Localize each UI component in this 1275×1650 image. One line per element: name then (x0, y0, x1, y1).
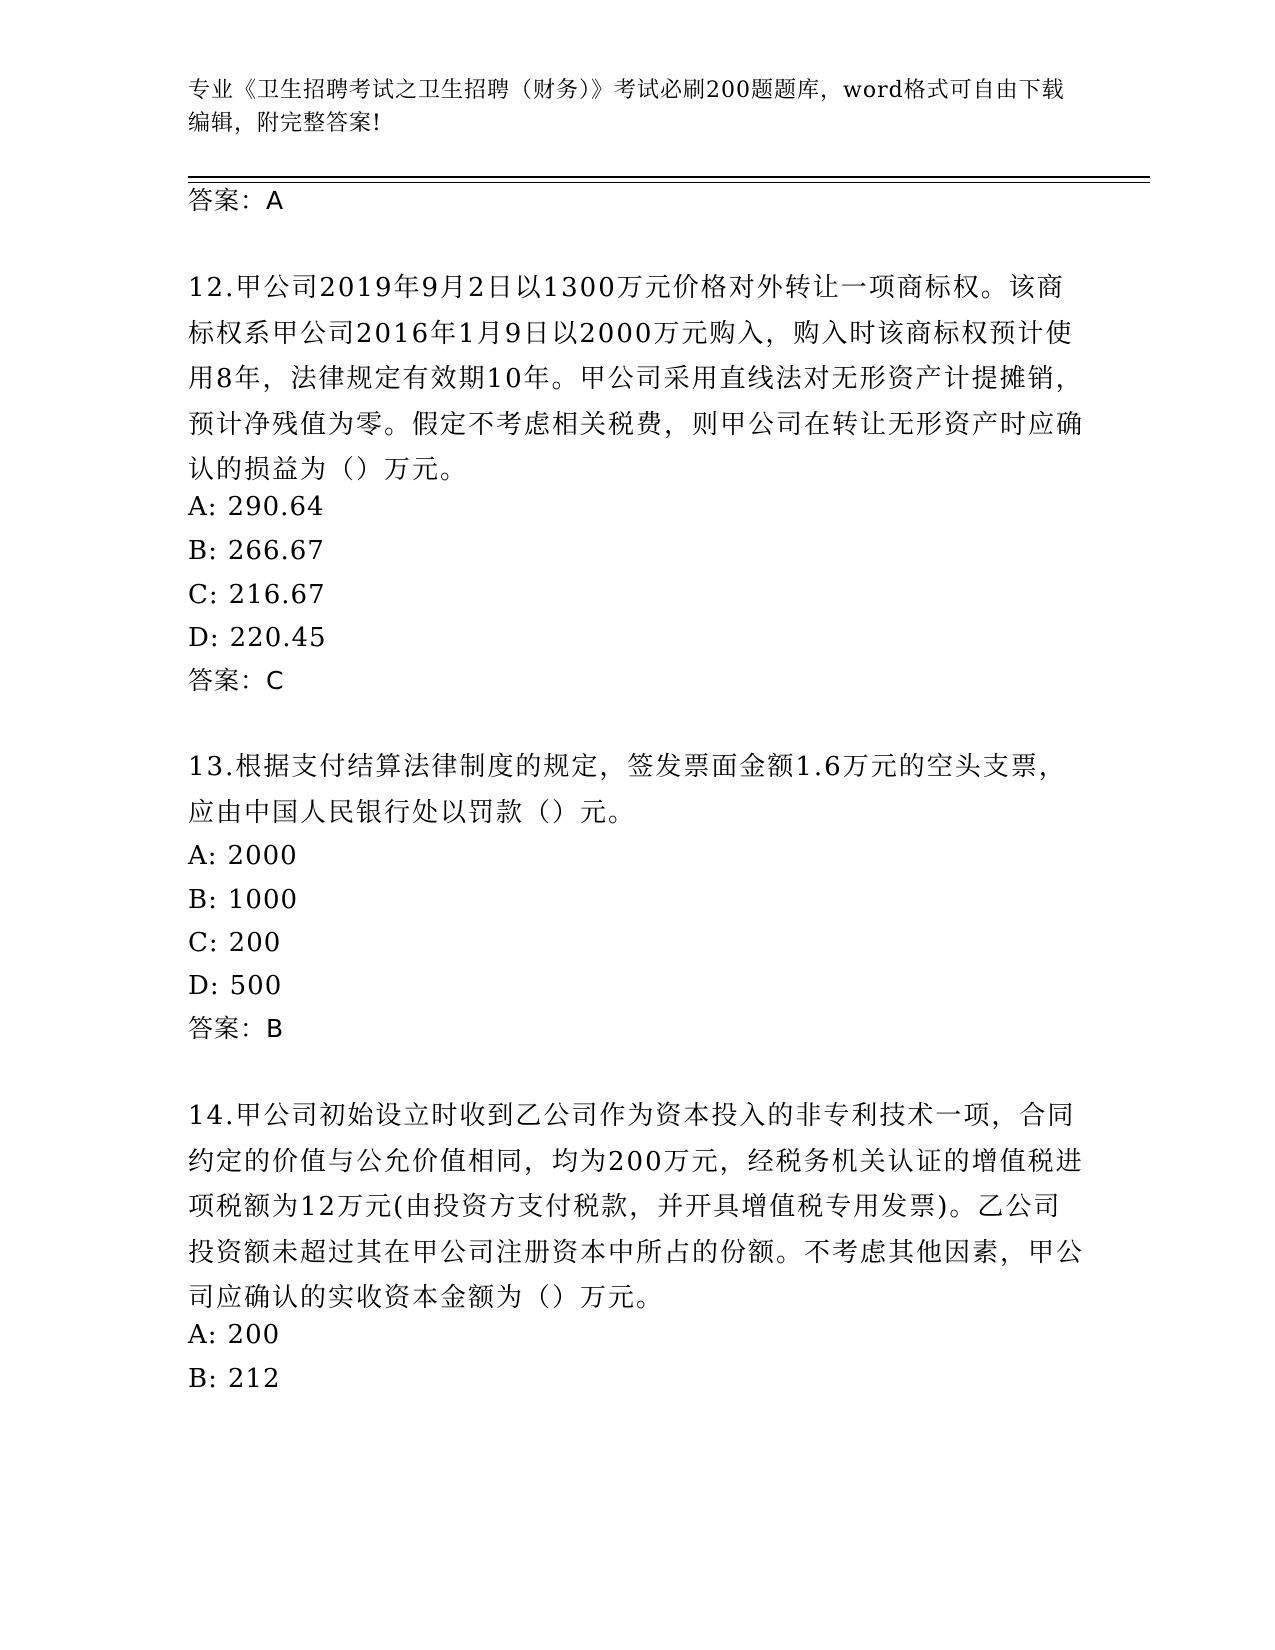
option-value: 2000 (227, 841, 298, 871)
option-a (188, 492, 325, 522)
option-c (188, 928, 281, 958)
option-b (188, 885, 298, 915)
answer-label: 答案：C (188, 666, 285, 695)
question-text: 14.甲公司初始设立时收到乙公司作为资本投入的非专利技术一项，合同约定的价值与公允价值相同，均为200万元，经税务机关认证的增值税进项税额为12万元(由投资方支付税款，并开具增值税专用发票)。乙公司投资额未超过其在甲公司注册资本中所占的份额。不考虑其他因素，甲公司应确认的实收资本金额为（）万元。 (188, 1101, 1085, 1313)
option-letter: D: (188, 971, 220, 1001)
option-letter: B: (188, 885, 218, 915)
option-value: 500 (229, 971, 283, 1001)
option-a (188, 841, 298, 871)
option-value: 200 (228, 928, 282, 958)
question-text: 12.甲公司2019年9月2日以1300万元价格对外转让一项商标权。该商标权系甲公司2016年1月9日以2000万元购入，购入时该商标权预计使用8年，法律规定有效期10年。甲公司采用直线法对无形资产计提摊销，预计净残值为零。假定不考虑相关税费，则甲公司在转让无形资产时应确认的损益为（）万元。 (188, 273, 1085, 485)
option-c (188, 580, 326, 610)
option-value: 216.67 (228, 580, 326, 610)
header-rule-thick (188, 176, 1150, 178)
header-rule-thin (188, 182, 1150, 183)
option-value: 266.67 (227, 536, 325, 566)
option-value: 200 (227, 1320, 281, 1350)
option-letter: C: (188, 580, 219, 610)
option-value: 212 (227, 1364, 281, 1394)
option-d (188, 623, 327, 653)
option-value: 1000 (227, 885, 299, 915)
document-header: 专业《卫生招聘考试之卫生招聘（财务）》考试必刷200题题库，word格式可自由下载编辑，附完整答案! (188, 78, 1065, 136)
option-value: 220.45 (229, 623, 327, 653)
answer-label: 答案：A (188, 186, 285, 215)
answer-label: 答案：B (188, 1014, 285, 1043)
option-letter: A: (188, 841, 218, 871)
option-letter: A: (188, 492, 218, 522)
option-letter: A: (188, 1320, 218, 1350)
option-b (188, 536, 325, 566)
question-text: 13.根据支付结算法律制度的规定，签发票面金额1.6万元的空头支票，应由中国人民银行处以罚款（）元。 (188, 752, 1067, 828)
option-value: 290.64 (227, 492, 325, 522)
option-b (188, 1364, 281, 1394)
option-d (188, 971, 282, 1001)
option-letter: D: (188, 623, 220, 653)
option-letter: C: (188, 928, 219, 958)
option-a (188, 1320, 280, 1350)
option-letter: B: (188, 1364, 218, 1394)
option-letter: B: (188, 536, 218, 566)
